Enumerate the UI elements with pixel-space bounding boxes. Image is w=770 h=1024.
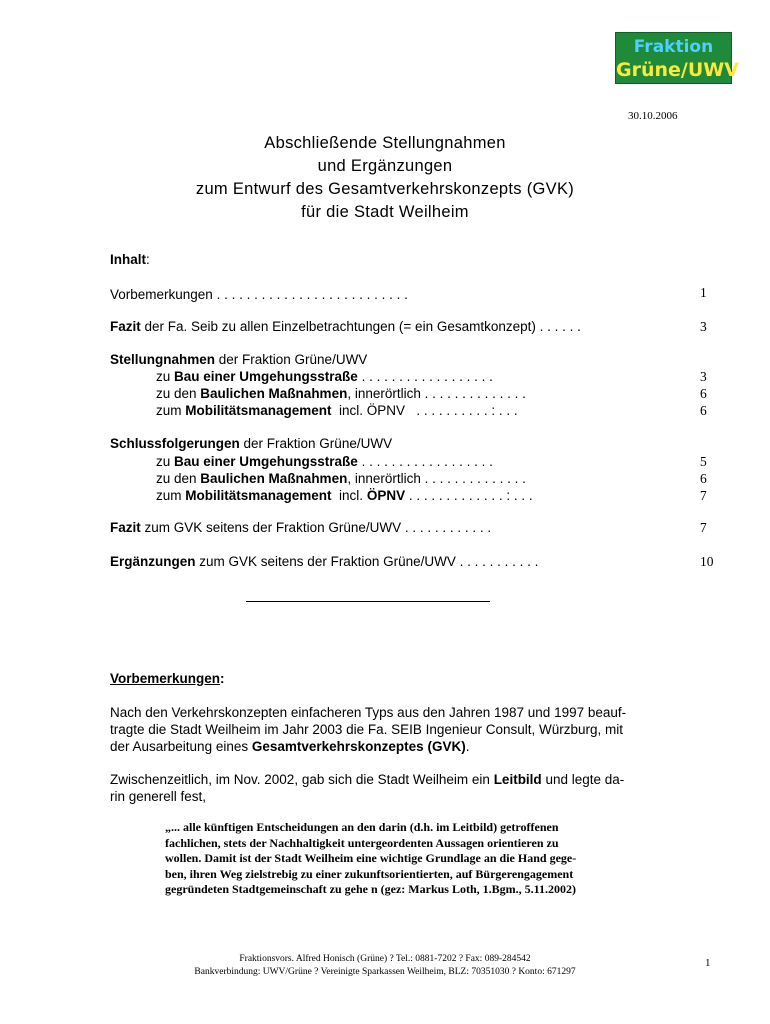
toc-page-number: 3	[700, 369, 707, 384]
toc-group-bold: Schlussfolgerungen	[110, 436, 240, 451]
paragraph-line: tragte die Stadt Weilheim im Jahr 2003 die Fa. SEIB Ingenieur Consult, Würzburg, mit	[110, 722, 623, 737]
toc-page-number: 3	[700, 319, 707, 334]
leitbild-quote	[165, 820, 665, 898]
paragraph-line: rin generell fest,	[110, 789, 207, 804]
title-line-1: Abschließende Stellungnahmen	[264, 134, 506, 152]
toc-entry-text: zu den	[156, 386, 201, 401]
toc-entry-text: zum GVK seitens der Fraktion Grüne/UWV	[195, 554, 456, 569]
toc-page-number: 1	[700, 285, 707, 300]
toc-entry-text: incl. ÖPNV	[331, 403, 406, 418]
toc-heading-colon: :	[146, 252, 150, 267]
toc-entry-text: zu den	[156, 471, 201, 486]
toc-group-bold: Stellungnahmen	[110, 352, 216, 367]
toc-entry-bold: Mobilitätsmanagement	[185, 403, 332, 418]
page-footer	[150, 953, 620, 979]
quote-line: ben, ihren Weg zielstrebig zu einer zukunftsorientierten, auf Bürgerengagement	[165, 866, 574, 881]
toc-entry-stellungnahme-umgehungsstrasse[interactable]	[156, 368, 493, 385]
toc-entry-bold: ÖPNV	[366, 488, 406, 503]
toc-entry-text: zu	[156, 369, 175, 384]
toc-entry-bold: Ergänzungen	[110, 554, 196, 569]
fraktion-logo	[615, 32, 739, 84]
toc-dots: . . . . . . . . . . . . . . . . . .	[357, 454, 493, 469]
toc-dots: . . . . . . . . . . . . . : . . .	[405, 488, 533, 503]
paragraph-bold: Gesamtverkehrskonzeptes (GVK)	[251, 739, 466, 754]
paragraph-text: Zwischenzeitlich, im Nov. 2002, gab sich die Stadt Weilheim ein	[110, 772, 494, 787]
toc-entry-stellungnahme-baulich[interactable]	[156, 385, 526, 402]
paragraph-text: und legte da-	[541, 772, 625, 787]
toc-entry-bold: Fazit	[110, 520, 141, 535]
toc-entry-bold: Fazit	[110, 319, 141, 334]
toc-page-number: 7	[700, 488, 707, 503]
toc-entry-text: zu	[156, 454, 175, 469]
toc-heading	[110, 251, 150, 268]
toc-entry-schluss-umgehungsstrasse[interactable]	[156, 453, 493, 470]
section-heading-label: Vorbemerkungen	[110, 671, 221, 686]
paragraph-bold: Leitbild	[493, 772, 542, 787]
toc-entry-stellungnahme-mobilitaet[interactable]	[156, 402, 518, 419]
toc-page-number: 10	[700, 554, 714, 569]
toc-dots: . . . . . .	[535, 319, 581, 334]
section-heading	[110, 670, 690, 687]
toc-entry-bold: Bau einer Umgehungsstraße	[174, 369, 358, 384]
document-date: 30.10.2006	[628, 110, 678, 122]
logo-line2: Grüne/UWV	[616, 59, 739, 81]
toc-entry-schluss-baulich[interactable]	[156, 470, 526, 487]
toc-dots: . . . . . . . . . . . . . . . . . . . . . . . . . .	[216, 287, 408, 302]
quote-line: fachlichen, stets der Nachhaltigkeit untergeordenten Aussagen orientieren zu	[165, 835, 559, 850]
paragraph-text: der Ausarbeitung eines	[110, 739, 252, 754]
toc-entry-text: der Fa. Seib zu allen Einzelbetrachtungen (= ein Gesamtkonzept)	[140, 319, 536, 334]
quote-line: gegründeten Stadtgemeinschaft zu gehe n (gez: Markus Loth, 1.Bgm., 5.11.2002)	[165, 882, 576, 896]
toc-entry-text: zum	[156, 403, 186, 418]
toc-group-text: der Fraktion Grüne/UWV	[239, 436, 393, 451]
page-number: 1	[705, 957, 711, 969]
title-line-2: und Ergänzungen	[317, 157, 453, 175]
paragraph-line	[110, 771, 690, 788]
title-line-4: für die Stadt Weilheim	[301, 203, 469, 221]
toc-entry-bold: Mobilitätsmanagement	[185, 488, 332, 503]
toc-entry-text: zum GVK seitens der Fraktion Grüne/UWV	[140, 520, 402, 535]
toc-entry-ergaenzungen[interactable]	[110, 553, 538, 570]
toc-page-number: 5	[700, 454, 707, 469]
toc-page-number: 6	[700, 403, 707, 418]
toc-entry-text: Vorbemerkungen	[110, 287, 213, 302]
toc-entry-text: incl.	[331, 488, 367, 503]
quote-line: wollen. Damit ist der Stadt Weilheim eine wichtige Grundlage an die Hand gege-	[165, 851, 577, 865]
toc-entry-text: , innerörtlich	[347, 471, 421, 486]
toc-group-text: der Fraktion Grüne/UWV	[215, 352, 368, 367]
toc-group-stellungnahmen	[110, 351, 367, 368]
section-heading-colon: :	[220, 671, 225, 686]
toc-page-number: 7	[700, 520, 707, 535]
toc-dots: . . . . . . . . . . .	[455, 554, 539, 569]
toc-dots: . . . . . . . . . . . . . . . . . .	[357, 369, 493, 384]
document-title	[140, 132, 630, 224]
paragraph-text: .	[465, 739, 470, 754]
title-line-3: zum Entwurf des Gesamtverkehrskonzepts (GVK)	[195, 180, 575, 198]
toc-entry-text: zum	[156, 488, 186, 503]
toc-entry-vorbemerkungen[interactable]	[110, 286, 408, 303]
toc-dots: . . . . . . . . . . : . . .	[405, 403, 518, 418]
toc-entry-bold: Baulichen Maßnahmen	[200, 471, 348, 486]
toc-entry-bold: Bau einer Umgehungsstraße	[174, 454, 358, 469]
toc-dots: . . . . . . . . . . . . . .	[420, 471, 526, 486]
paragraph-line	[110, 738, 690, 755]
paragraph-2	[110, 771, 690, 805]
footer-contact: Fraktionsvors. Alfred Honisch (Grüne) ? Tel.: 0881-7202 ? Fax: 089-284542	[239, 954, 531, 964]
quote-line: „... alle künftigen Entscheidungen an den darin (d.h. im Leitbild) getroffenen	[165, 820, 559, 834]
toc-dots: . . . . . . . . . . . . . .	[420, 386, 526, 401]
toc-dots: . . . . . . . . . . . .	[401, 520, 492, 535]
footer-bank: Bankverbindung: UWV/Grüne ? Vereinigte Sparkassen Weilheim, BLZ: 70351030 ? Konto: 671297	[194, 967, 576, 977]
toc-heading-label: Inhalt	[110, 252, 146, 267]
section-divider	[246, 601, 490, 602]
toc-entry-schluss-mobilitaet[interactable]	[156, 487, 533, 504]
toc-page-number: 6	[700, 471, 707, 486]
toc-entry-text: , innerörtlich	[347, 386, 421, 401]
paragraph-1	[110, 704, 690, 755]
toc-page-number: 6	[700, 386, 707, 401]
toc-entry-bold: Baulichen Maßnahmen	[200, 386, 348, 401]
toc-entry-fazit-gvk[interactable]	[110, 519, 491, 536]
paragraph-line: Nach den Verkehrskonzepten einfacheren Typs aus den Jahren 1987 und 1997 beauf-	[110, 705, 627, 720]
toc-entry-fazit-seib[interactable]	[110, 318, 581, 335]
logo-line1: Fraktion	[633, 37, 714, 57]
toc-group-schlussfolgerungen	[110, 435, 392, 452]
